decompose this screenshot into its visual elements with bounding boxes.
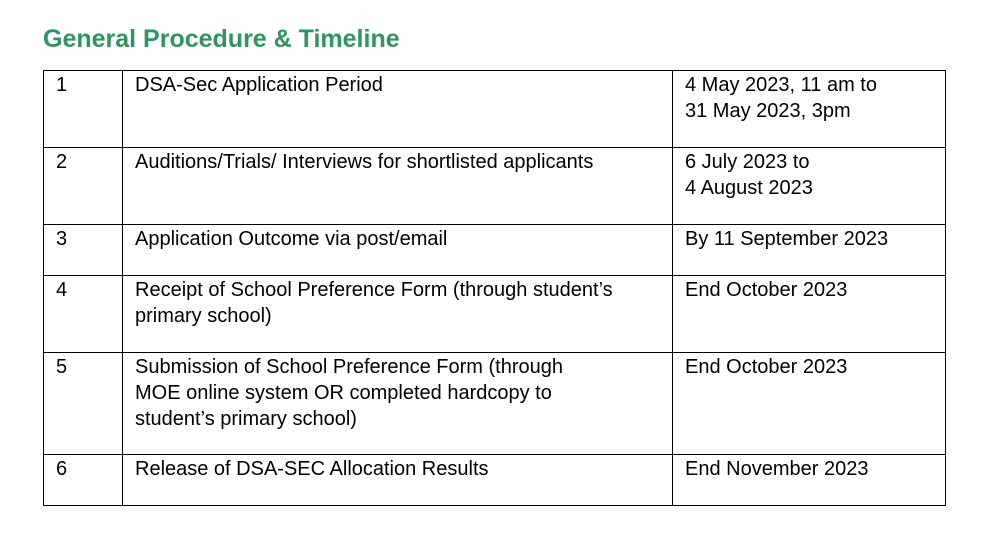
table-row [44, 353, 946, 455]
table-row [44, 148, 946, 225]
step-number: 3 [56, 228, 68, 250]
step-number: 5 [56, 356, 68, 378]
step-description-cell [123, 225, 673, 276]
step-date: End November 2023 [685, 458, 869, 480]
step-date-cell [673, 455, 946, 506]
step-description: Application Outcome via post/email [135, 228, 448, 250]
step-number: 2 [56, 151, 68, 173]
table-row [44, 225, 946, 276]
step-description-cell [123, 353, 673, 455]
step-description-cell [123, 71, 673, 148]
table-row [44, 455, 946, 506]
table-row [44, 71, 946, 148]
step-number-cell [44, 225, 123, 276]
step-number: 6 [56, 458, 68, 480]
page-title: General Procedure & Timeline [43, 25, 400, 53]
step-number-cell [44, 353, 123, 455]
step-description-cell [123, 276, 673, 353]
step-description-cell [123, 148, 673, 225]
step-date: 6 July 2023 to 4 August 2023 [685, 151, 813, 199]
step-date: End October 2023 [685, 279, 848, 301]
step-number-cell [44, 148, 123, 225]
step-date-cell [673, 353, 946, 455]
step-date: End October 2023 [685, 356, 848, 378]
step-date: By 11 September 2023 [685, 228, 889, 250]
table-row [44, 276, 946, 353]
step-number-cell [44, 71, 123, 148]
step-number: 1 [56, 74, 68, 96]
step-description: DSA-Sec Application Period [135, 74, 383, 96]
step-date-cell [673, 225, 946, 276]
step-date: 4 May 2023, 11 am to 31 May 2023, 3pm [685, 74, 877, 122]
step-description: Auditions/Trials/ Interviews for shortlisted applicants [135, 151, 594, 173]
step-number-cell [44, 455, 123, 506]
step-number: 4 [56, 279, 68, 301]
step-description: Submission of School Preference Form (through MOE online system OR completed hardcopy to student’s primary school) [135, 356, 563, 430]
step-date-cell [673, 276, 946, 353]
step-date-cell [673, 148, 946, 225]
step-description: Release of DSA-SEC Allocation Results [135, 458, 489, 480]
timeline-table [43, 70, 946, 506]
step-description: Receipt of School Preference Form (through student’s primary school) [135, 279, 613, 327]
step-description-cell [123, 455, 673, 506]
step-number-cell [44, 276, 123, 353]
step-date-cell [673, 71, 946, 148]
